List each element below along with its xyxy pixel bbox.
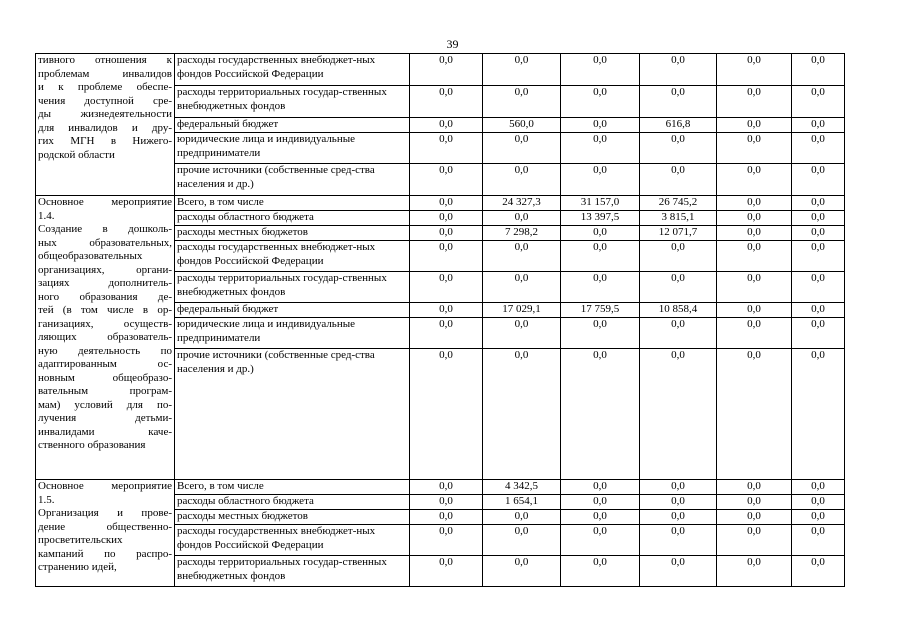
measure-description-line: дение общественно- bbox=[38, 520, 172, 533]
amount-cell: 0,0 bbox=[561, 495, 640, 510]
measure-description-cell bbox=[36, 480, 175, 587]
amount-cell: 0,0 bbox=[792, 226, 845, 241]
amount-cell: 0,0 bbox=[792, 525, 845, 556]
amount-cell: 0,0 bbox=[483, 556, 561, 587]
funding-source-cell: расходы государственных внебюджет-ных фондов Российской Федерации bbox=[175, 525, 410, 556]
funding-source-cell: расходы территориальных государ-ственных внебюджетных фондов bbox=[175, 272, 410, 303]
amount-cell: 0,0 bbox=[717, 318, 792, 349]
measure-description-line: проблемам инвалидов bbox=[38, 67, 172, 80]
amount-cell: 0,0 bbox=[483, 211, 561, 226]
funding-source-cell: расходы государственных внебюджет-ных фондов Российской Федерации bbox=[175, 54, 410, 86]
amount-cell: 13 397,5 bbox=[561, 211, 640, 226]
funding-source-cell: федеральный бюджет bbox=[175, 303, 410, 318]
amount-cell: 0,0 bbox=[561, 318, 640, 349]
measure-description-line: ды жизнедеятельности bbox=[38, 108, 172, 120]
amount-cell: 0,0 bbox=[717, 303, 792, 318]
amount-cell: 0,0 bbox=[792, 318, 845, 349]
amount-cell: 0,0 bbox=[483, 349, 561, 480]
amount-cell: 0,0 bbox=[483, 133, 561, 164]
amount-cell: 0,0 bbox=[410, 196, 483, 211]
amount-cell: 616,8 bbox=[640, 118, 717, 133]
funding-source-cell: расходы местных бюджетов bbox=[175, 226, 410, 241]
measure-description-line: Основное мероприятие bbox=[38, 480, 172, 492]
amount-cell: 0,0 bbox=[410, 480, 483, 495]
table-row bbox=[36, 196, 845, 211]
amount-cell: 0,0 bbox=[410, 86, 483, 118]
funding-source-cell: расходы местных бюджетов bbox=[175, 510, 410, 525]
amount-cell: 0,0 bbox=[792, 349, 845, 480]
amount-cell: 0,0 bbox=[717, 54, 792, 86]
amount-cell: 0,0 bbox=[561, 164, 640, 196]
measure-description-line: тивного отношения к bbox=[38, 54, 172, 66]
measure-description-line: ных образовательных, bbox=[38, 236, 172, 249]
amount-cell: 31 157,0 bbox=[561, 196, 640, 211]
amount-cell: 0,0 bbox=[717, 86, 792, 118]
measure-description-line: инвалидами каче- bbox=[38, 425, 172, 438]
measure-description-line: 1.4. bbox=[38, 209, 55, 222]
amount-cell: 0,0 bbox=[640, 54, 717, 86]
amount-cell: 0,0 bbox=[640, 133, 717, 164]
amount-cell: 0,0 bbox=[483, 318, 561, 349]
amount-cell: 3 815,1 bbox=[640, 211, 717, 226]
amount-cell: 0,0 bbox=[717, 241, 792, 272]
amount-cell: 0,0 bbox=[410, 318, 483, 349]
measure-description-line: чения доступной сре- bbox=[38, 94, 172, 107]
amount-cell: 0,0 bbox=[792, 164, 845, 196]
amount-cell: 0,0 bbox=[717, 211, 792, 226]
funding-source-cell: юридические лица и индивидуальные предприниматели bbox=[175, 133, 410, 164]
amount-cell: 560,0 bbox=[483, 118, 561, 133]
amount-cell: 0,0 bbox=[792, 133, 845, 164]
amount-cell: 0,0 bbox=[561, 510, 640, 525]
measure-description-line: мам) условий для по- bbox=[38, 398, 172, 411]
amount-cell: 0,0 bbox=[792, 211, 845, 226]
amount-cell: 0,0 bbox=[640, 241, 717, 272]
amount-cell: 0,0 bbox=[792, 556, 845, 587]
amount-cell: 0,0 bbox=[717, 556, 792, 587]
amount-cell: 0,0 bbox=[792, 54, 845, 86]
funding-source-cell: Всего, в том числе bbox=[175, 480, 410, 495]
amount-cell: 0,0 bbox=[410, 118, 483, 133]
amount-cell: 0,0 bbox=[640, 510, 717, 525]
amount-cell: 0,0 bbox=[640, 86, 717, 118]
amount-cell: 0,0 bbox=[717, 118, 792, 133]
amount-cell: 0,0 bbox=[561, 226, 640, 241]
funding-source-cell: расходы территориальных государ-ственных внебюджетных фондов bbox=[175, 86, 410, 118]
amount-cell: 0,0 bbox=[792, 241, 845, 272]
amount-cell: 0,0 bbox=[640, 480, 717, 495]
measure-description-line: Создание в дошколь- bbox=[38, 223, 172, 235]
amount-cell: 0,0 bbox=[410, 133, 483, 164]
measure-description-line: общеобразовательных bbox=[38, 250, 143, 262]
amount-cell: 7 298,2 bbox=[483, 226, 561, 241]
measure-description-line: ного образования де- bbox=[38, 290, 172, 303]
amount-cell: 0,0 bbox=[792, 272, 845, 303]
amount-cell: 0,0 bbox=[717, 480, 792, 495]
measure-description-line: родской области bbox=[38, 148, 115, 161]
amount-cell: 0,0 bbox=[410, 495, 483, 510]
amount-cell: 0,0 bbox=[717, 133, 792, 164]
amount-cell: 0,0 bbox=[640, 164, 717, 196]
funding-source-cell: федеральный бюджет bbox=[175, 118, 410, 133]
amount-cell: 0,0 bbox=[717, 164, 792, 196]
page-number: 39 bbox=[446, 37, 459, 51]
measure-description-line: просветительских bbox=[38, 534, 123, 546]
amount-cell: 0,0 bbox=[792, 118, 845, 133]
measure-description-line: и к проблеме обеспе- bbox=[38, 81, 172, 93]
amount-cell: 0,0 bbox=[410, 226, 483, 241]
measure-description-cell bbox=[36, 196, 175, 480]
amount-cell: 0,0 bbox=[410, 525, 483, 556]
budget-table bbox=[35, 53, 845, 587]
amount-cell: 0,0 bbox=[792, 303, 845, 318]
amount-cell: 0,0 bbox=[561, 349, 640, 480]
funding-source-cell: расходы областного бюджета bbox=[175, 495, 410, 510]
amount-cell: 17 759,5 bbox=[561, 303, 640, 318]
measure-description-line: 1.5. bbox=[38, 493, 55, 506]
amount-cell: 0,0 bbox=[717, 510, 792, 525]
measure-description-line: ную деятельность по bbox=[38, 344, 172, 357]
amount-cell: 0,0 bbox=[717, 226, 792, 241]
amount-cell: 0,0 bbox=[561, 54, 640, 86]
amount-cell: 0,0 bbox=[792, 86, 845, 118]
amount-cell: 0,0 bbox=[640, 272, 717, 303]
table-row bbox=[36, 54, 845, 86]
amount-cell: 0,0 bbox=[561, 556, 640, 587]
table-row bbox=[36, 480, 845, 495]
amount-cell: 0,0 bbox=[561, 241, 640, 272]
measure-description-line: зациях дополнитель- bbox=[38, 277, 172, 289]
amount-cell: 0,0 bbox=[483, 86, 561, 118]
amount-cell: 0,0 bbox=[561, 118, 640, 133]
amount-cell: 0,0 bbox=[483, 525, 561, 556]
measure-description-line: Основное мероприятие bbox=[38, 196, 172, 208]
amount-cell: 0,0 bbox=[483, 510, 561, 525]
amount-cell: 0,0 bbox=[640, 349, 717, 480]
amount-cell: 0,0 bbox=[717, 495, 792, 510]
amount-cell: 0,0 bbox=[561, 480, 640, 495]
measure-description-line: тей (в том числе в ор- bbox=[38, 304, 172, 316]
amount-cell: 12 071,7 bbox=[640, 226, 717, 241]
measure-description-line: адаптированным ос- bbox=[38, 358, 172, 370]
amount-cell: 0,0 bbox=[483, 54, 561, 86]
funding-source-cell: юридические лица и индивидуальные предприниматели bbox=[175, 318, 410, 349]
amount-cell: 0,0 bbox=[483, 164, 561, 196]
amount-cell: 17 029,1 bbox=[483, 303, 561, 318]
amount-cell: 0,0 bbox=[640, 495, 717, 510]
amount-cell: 0,0 bbox=[483, 272, 561, 303]
amount-cell: 0,0 bbox=[792, 196, 845, 211]
amount-cell: 0,0 bbox=[410, 349, 483, 480]
amount-cell: 0,0 bbox=[640, 556, 717, 587]
amount-cell: 24 327,3 bbox=[483, 196, 561, 211]
amount-cell: 0,0 bbox=[717, 196, 792, 211]
amount-cell: 0,0 bbox=[792, 480, 845, 495]
measure-description-line: для инвалидов и дру- bbox=[38, 121, 172, 134]
measure-description-line: ственного образования bbox=[38, 439, 146, 451]
amount-cell: 0,0 bbox=[561, 525, 640, 556]
amount-cell: 4 342,5 bbox=[483, 480, 561, 495]
amount-cell: 26 745,2 bbox=[640, 196, 717, 211]
measure-description-line: ганизациях, осуществ- bbox=[38, 317, 172, 330]
amount-cell: 0,0 bbox=[410, 54, 483, 86]
amount-cell: 1 654,1 bbox=[483, 495, 561, 510]
measure-description-line: ляющих образователь- bbox=[38, 331, 172, 343]
amount-cell: 0,0 bbox=[640, 525, 717, 556]
measure-description-line: Организация и прове- bbox=[38, 507, 172, 519]
funding-source-cell: расходы областного бюджета bbox=[175, 211, 410, 226]
amount-cell: 0,0 bbox=[561, 133, 640, 164]
amount-cell: 0,0 bbox=[792, 495, 845, 510]
funding-source-cell: прочие источники (собственные сред-ства населения и др.) bbox=[175, 164, 410, 196]
measure-description-line: странению идей, bbox=[38, 561, 117, 573]
measure-description-line: вательным програм- bbox=[38, 385, 172, 397]
amount-cell: 0,0 bbox=[792, 510, 845, 525]
funding-source-cell: прочие источники (собственные сред-ства населения и др.) bbox=[175, 349, 410, 480]
amount-cell: 0,0 bbox=[561, 272, 640, 303]
amount-cell: 0,0 bbox=[717, 272, 792, 303]
amount-cell: 0,0 bbox=[561, 86, 640, 118]
amount-cell: 0,0 bbox=[717, 525, 792, 556]
measure-description-line: новным общеобразо- bbox=[38, 371, 172, 384]
amount-cell: 0,0 bbox=[483, 241, 561, 272]
funding-source-cell: расходы территориальных государ-ственных внебюджетных фондов bbox=[175, 556, 410, 587]
amount-cell: 10 858,4 bbox=[640, 303, 717, 318]
amount-cell: 0,0 bbox=[410, 510, 483, 525]
funding-source-cell: расходы государственных внебюджет-ных фондов Российской Федерации bbox=[175, 241, 410, 272]
funding-source-cell: Всего, в том числе bbox=[175, 196, 410, 211]
amount-cell: 0,0 bbox=[410, 556, 483, 587]
amount-cell: 0,0 bbox=[410, 303, 483, 318]
amount-cell: 0,0 bbox=[640, 318, 717, 349]
measure-description-line: организациях, органи- bbox=[38, 263, 172, 276]
measure-description-line: кампаний по распро- bbox=[38, 547, 172, 560]
amount-cell: 0,0 bbox=[410, 241, 483, 272]
amount-cell: 0,0 bbox=[410, 272, 483, 303]
amount-cell: 0,0 bbox=[410, 164, 483, 196]
amount-cell: 0,0 bbox=[717, 349, 792, 480]
amount-cell: 0,0 bbox=[410, 211, 483, 226]
measure-description-cell bbox=[36, 54, 175, 196]
measure-description-line: лучения детьми- bbox=[38, 412, 172, 424]
measure-description-line: гих МГН в Нижего- bbox=[38, 135, 172, 147]
